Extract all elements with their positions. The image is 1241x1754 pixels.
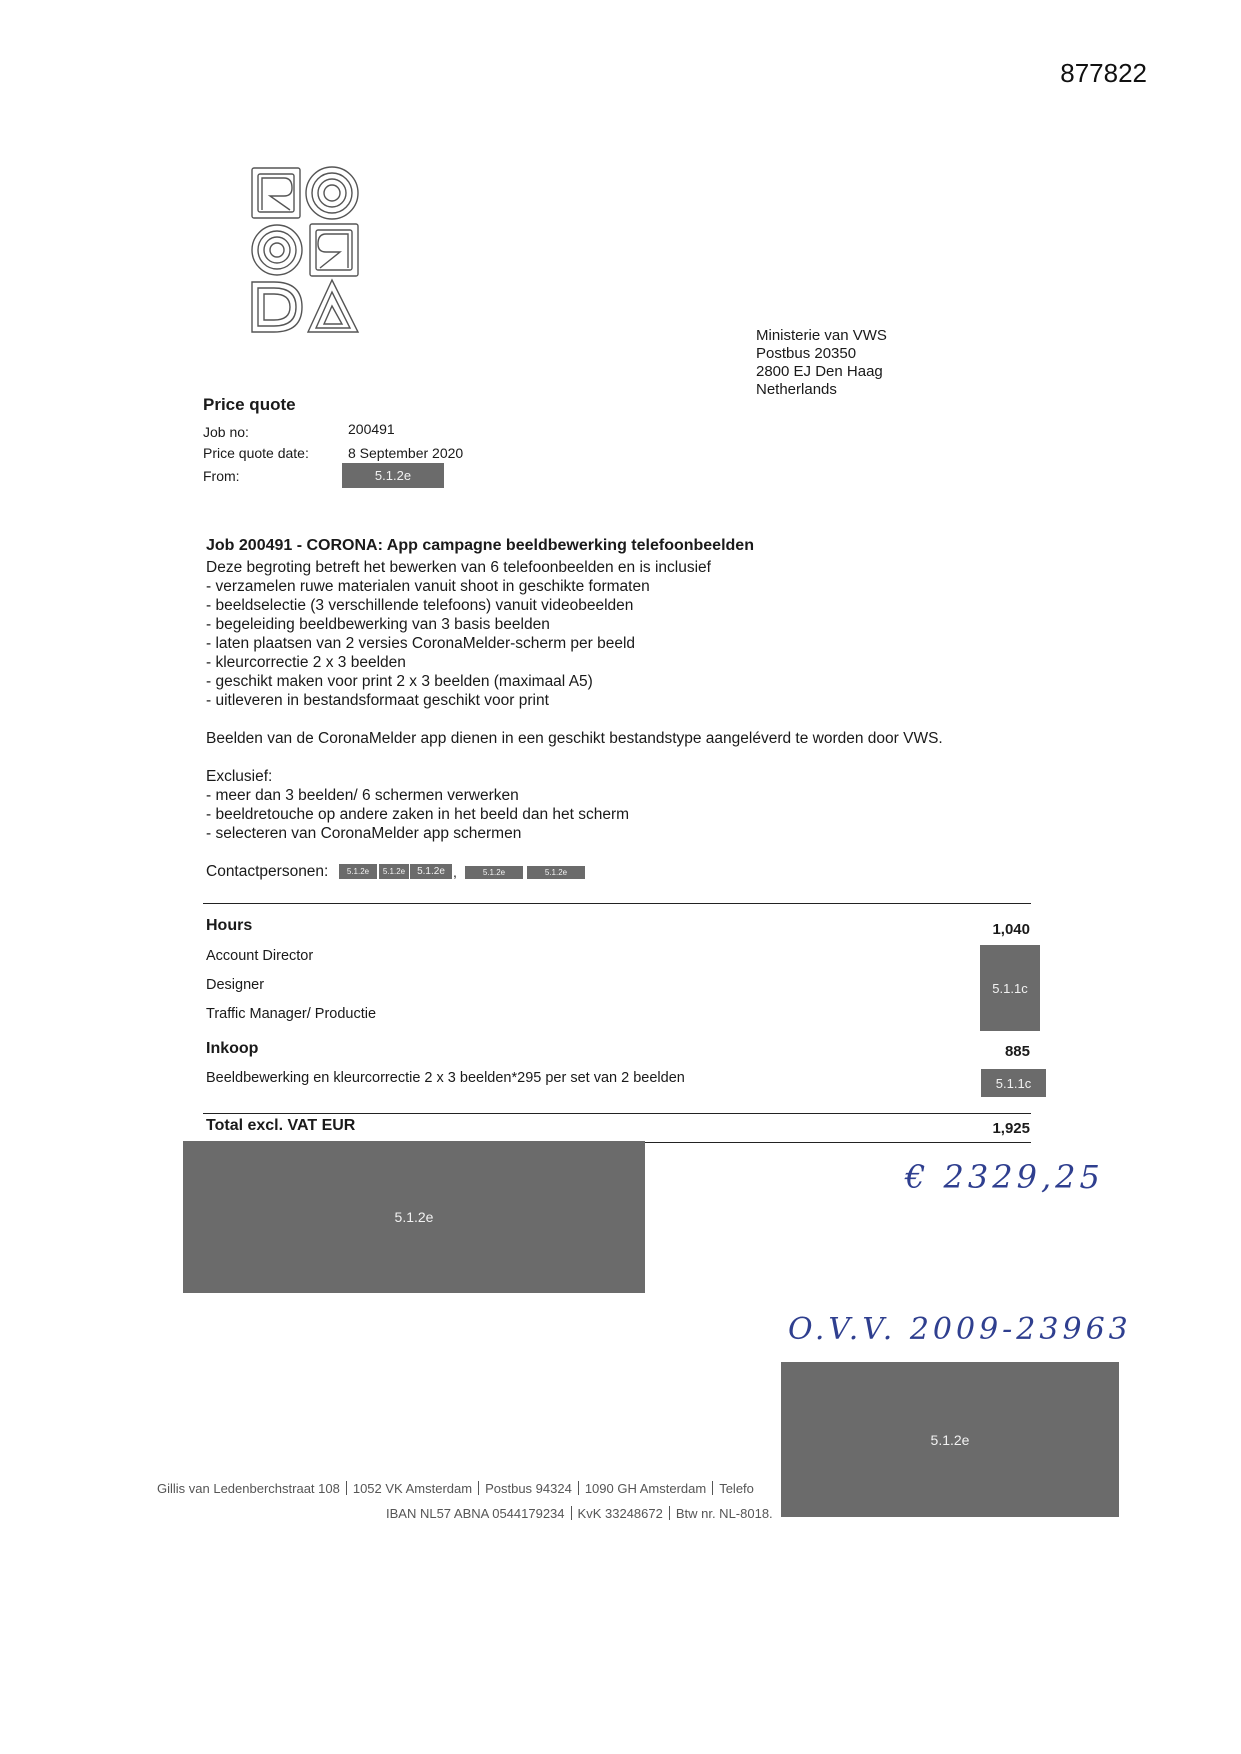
included-item: - kleurcorrectie 2 x 3 beelden: [206, 654, 406, 671]
table-top-rule: [203, 903, 1031, 904]
redaction-from: 5.1.2e: [342, 463, 444, 488]
job-no-value: 200491: [348, 421, 395, 437]
contacts-separator: ,: [453, 864, 457, 880]
total-label: Total excl. VAT EUR: [206, 1117, 356, 1134]
date-label: Price quote date:: [203, 445, 309, 461]
hours-amount: 1,040: [992, 921, 1030, 938]
excluded-item: - meer dan 3 beelden/ 6 schermen verwerken: [206, 787, 519, 804]
redaction-contact: 5.1.2e: [527, 866, 585, 879]
hours-item: Traffic Manager/ Productie: [206, 1006, 377, 1022]
inkoop-amount: 885: [1004, 1043, 1030, 1060]
footer-part: Telefo: [719, 1481, 754, 1496]
excluded-item: - selecteren van CoronaMelder app schermen: [206, 825, 522, 842]
redaction-contact: 5.1.2e: [339, 864, 377, 879]
document-number: 877822: [1060, 58, 1147, 88]
redaction-contact: 5.1.2e: [465, 866, 523, 879]
footer-part: 1090 GH Amsterdam: [584, 1481, 707, 1496]
inkoop-item: Beeldbewerking en kleurcorrectie 2 x 3 beelden*295 per set van 2 beelden: [206, 1070, 685, 1086]
footer-address: [157, 1481, 754, 1496]
contacts-label: Contactpersonen:: [206, 863, 329, 880]
excluded-item: - beeldretouche op andere zaken in het beeld dan het scherm: [206, 806, 630, 823]
job-note: Beelden van de CoronaMelder app dienen in een geschikt bestandstype aangeléverd te worden door VWS.: [206, 730, 943, 747]
footer-part: IBAN NL57 ABNA 0544179234: [386, 1506, 565, 1521]
job-title: Job 200491 - CORONA: App campagne beeldbewerking telefoonbeelden: [206, 537, 754, 554]
address-line: Ministerie van VWS: [756, 327, 887, 344]
included-item: - uitleveren in bestandsformaat geschikt voor print: [206, 692, 549, 709]
included-item: - geschikt maken voor print 2 x 3 beelden (maximaal A5): [206, 673, 593, 690]
job-intro: Deze begroting betreft het bewerken van 6 telefoonbeelden en is inclusief: [206, 559, 711, 576]
footer-part: Btw nr. NL-8018.: [675, 1506, 773, 1521]
handwritten-reference: O.V.V. 2009-23963: [788, 1312, 1132, 1347]
inkoop-heading: Inkoop: [206, 1040, 259, 1057]
recipient-address: [756, 327, 887, 399]
hours-heading: Hours: [206, 917, 253, 934]
redaction-hours-rates: 5.1.1c: [980, 945, 1040, 1031]
hours-item: Designer: [206, 977, 265, 993]
quote-title: Price quote: [203, 395, 296, 414]
footer-part: Postbus 94324: [485, 1481, 572, 1496]
from-label: From:: [203, 468, 240, 484]
address-line: Postbus 20350: [756, 345, 857, 362]
footer-part: 1052 VK Amsterdam: [352, 1481, 473, 1496]
footer-part: Gillis van Ledenberchstraat 108: [157, 1481, 340, 1496]
included-item: - beeldselectie (3 verschillende telefoons) vanuit videobeelden: [206, 597, 634, 614]
redaction-contact: 5.1.2e: [379, 864, 409, 879]
address-line: Netherlands: [756, 381, 837, 398]
included-item: - verzamelen ruwe materialen vanuit shoot in geschikte formaten: [206, 578, 650, 595]
date-value: 8 September 2020: [348, 445, 464, 461]
handwritten-amount: € 2329,25: [905, 1158, 1104, 1196]
hours-item: Account Director: [206, 948, 314, 964]
redaction-contact: 5.1.2e: [410, 864, 452, 879]
total-amount: 1,925: [992, 1120, 1030, 1137]
included-item: - laten plaatsen van 2 versies CoronaMelder-scherm per beeld: [206, 635, 636, 652]
redaction-footer: 5.1.2e: [781, 1362, 1119, 1517]
footer-part: KvK 33248672: [577, 1506, 663, 1521]
footer-bank: [386, 1506, 773, 1521]
address-line: 2800 EJ Den Haag: [756, 363, 883, 380]
redaction-inkoop-rate: 5.1.1c: [981, 1069, 1046, 1097]
company-logo: [250, 164, 362, 334]
included-item: - begeleiding beeldbewerking van 3 basis beelden: [206, 616, 550, 633]
redaction-signature: 5.1.2e: [183, 1141, 645, 1293]
job-no-label: Job no:: [203, 424, 249, 440]
excluded-label: Exclusief:: [206, 768, 273, 785]
table-total-rule: [203, 1113, 1031, 1114]
